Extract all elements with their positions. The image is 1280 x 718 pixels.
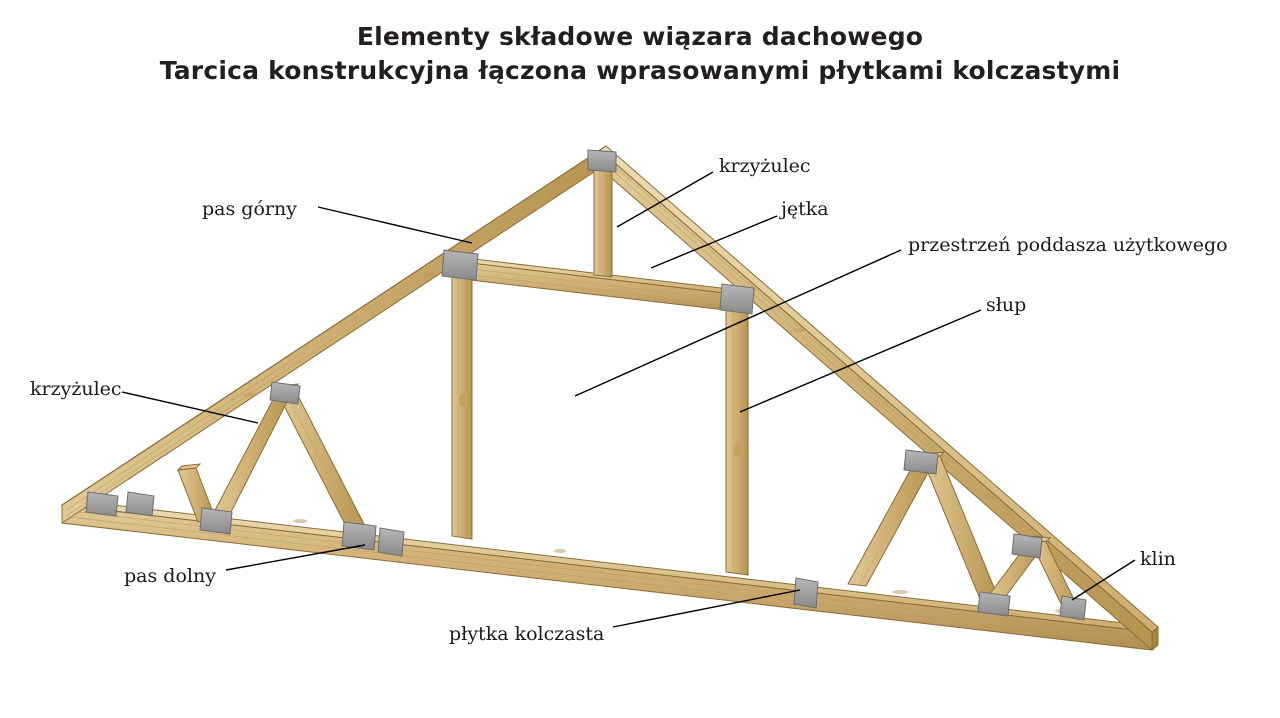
label-pas-gorny: pas górny [202,198,297,220]
plate-left-top-chord [442,250,478,280]
page-title-line-1: Elementy składowe wiązara dachowego [356,22,924,51]
label-pas-dolny: pas dolny [124,565,216,587]
label-slup: słup [986,294,1027,316]
plate-left-heel [86,492,118,516]
plate-right-web-2 [978,592,1010,616]
label-krzyzulec-left: krzyżulec [30,378,122,400]
member-post-right [726,288,752,575]
label-przestrzen-poddasza: przestrzeń poddasza użytkowego [908,234,1228,256]
plate-right-top-chord [720,284,754,314]
leader-pas-gorny [318,207,472,243]
member-post-left [452,254,476,539]
plate-apex [588,150,616,172]
leader-slup [740,310,981,412]
plate-right-post-base [794,578,818,608]
label-krzyzulec-top: krzyżulec [719,155,811,177]
plate-right-web-1 [904,450,938,474]
member-web-left-2 [276,384,366,530]
label-jetka: jętka [781,198,829,220]
plate-left-web-2 [200,508,232,534]
page-title-line-2: Tarcica konstrukcyjna łączona wprasowanymi płytkami kolczastymi [159,56,1121,85]
plate-left-web-1 [126,492,154,516]
plate-left-web-3 [270,382,300,404]
label-klin: klin [1140,548,1176,570]
label-plytka-kolczasta: płytka kolczasta [449,623,605,645]
